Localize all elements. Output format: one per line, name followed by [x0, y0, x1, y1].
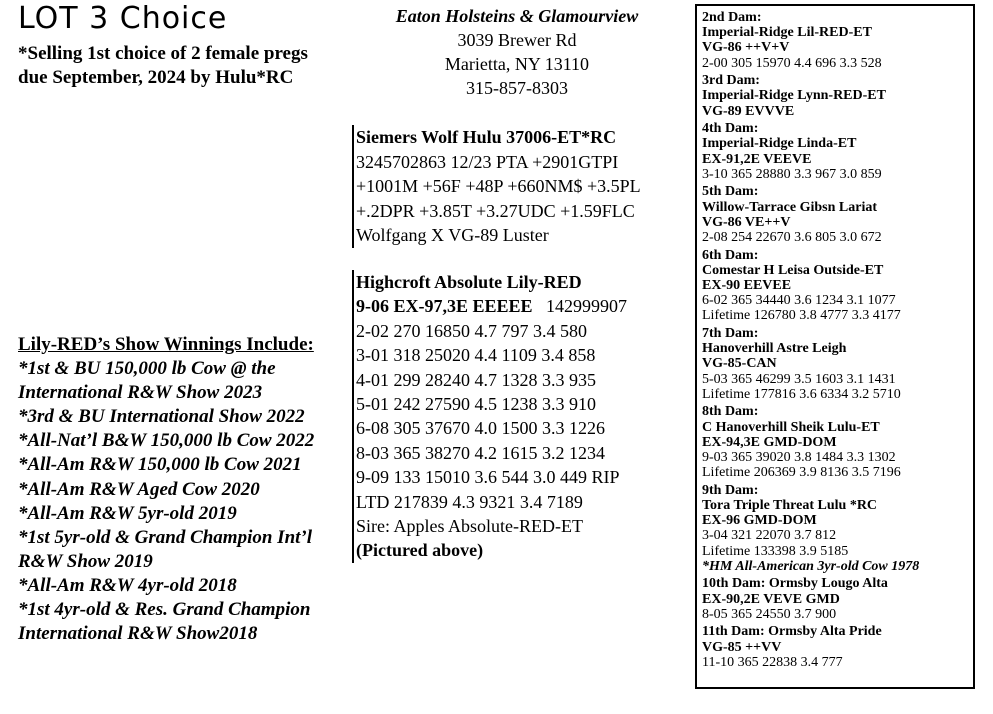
- dam-record: 4-01 299 28240 4.7 1328 3.3 935: [356, 369, 596, 390]
- selling-line: *Selling 1st choice of 2 female pregs: [18, 43, 308, 64]
- pictured-note: (Pictured above): [356, 540, 484, 561]
- dam-generation-label: 2nd Dam:: [702, 10, 762, 25]
- dam-sire: Sire: Apples Absolute-RED-ET: [356, 516, 583, 537]
- dam-registration: 142999907: [546, 296, 628, 317]
- ancestor-dam-record: 9-03 365 39020 3.8 1484 3.3 1302: [702, 450, 896, 466]
- show-winnings-heading: Lily-RED’s Show Winnings Include:: [18, 334, 314, 355]
- dam-record: 6-08 305 37670 4.0 1500 3.3 1226: [356, 418, 605, 439]
- ancestor-dam-classification: EX-90,2E VEVE GMD: [702, 591, 840, 607]
- sire-info: [352, 125, 686, 248]
- selling-description: [18, 42, 308, 90]
- ancestor-dam-name: Tora Triple Threat Lulu *RC: [702, 498, 878, 514]
- dam-entry: [702, 121, 971, 182]
- dam-label-line: [702, 576, 971, 591]
- show-winning-item: *1st 5yr-old & Grand Champion Int’l: [18, 526, 313, 548]
- dam-entry: [702, 326, 971, 402]
- dam-entry: [702, 73, 971, 119]
- dam-generation-label: 3rd Dam:: [702, 73, 760, 89]
- ancestor-dam-name: Imperial-Ridge Lynn-RED-ET: [702, 88, 886, 104]
- ancestor-dam-classification: EX-94,3E GMD-DOM: [702, 434, 837, 450]
- sire-name: Siemers Wolf Hulu 37006-ET*RC: [356, 127, 617, 147]
- ancestor-dam-record: 3-04 321 22070 3.7 812: [702, 528, 837, 544]
- dam-record: 2-02 270 16850 4.7 797 3.4 580: [356, 320, 587, 341]
- dam-info: [352, 270, 692, 563]
- show-winning-item: International R&W Show2018: [18, 623, 258, 645]
- ancestor-dam-record: 11-10 365 22838 3.4 777: [702, 654, 843, 670]
- dam-generation-label: 11th Dam:: [702, 624, 765, 640]
- dam-label-line: [702, 624, 971, 639]
- show-winning-item: *1st & BU 150,000 lb Cow @ the: [18, 358, 276, 380]
- ancestor-dam-classification: VG-85 ++VV: [702, 639, 782, 655]
- dam-generation-label: 8th Dam:: [702, 404, 759, 420]
- dam-record: 9-09 133 15010 3.6 544 3.0 449 RIP: [356, 467, 620, 488]
- show-winning-item: R&W Show 2019: [18, 550, 153, 572]
- ancestor-dam-classification: EX-96 GMD-DOM: [702, 513, 817, 529]
- farm-contact: [352, 4, 682, 100]
- ancestor-dam-name: Hanoverhill Astre Leigh: [702, 341, 847, 357]
- ancestor-dam-record: 6-02 365 34440 3.6 1234 3.1 1077: [702, 293, 896, 309]
- sire-line: Wolfgang X VG-89 Luster: [356, 225, 549, 245]
- ancestor-dam-record: Lifetime 206369 3.9 8136 3.5 7196: [702, 465, 901, 481]
- selling-line: due September, 2024 by Hulu*RC: [18, 67, 294, 88]
- show-winnings: [18, 333, 343, 646]
- ancestor-dam-name: Ormsby Lougo Alta: [768, 576, 888, 592]
- dam-entry: [702, 10, 971, 71]
- dam-record: 8-03 365 38270 4.2 1615 3.2 1234: [356, 442, 605, 463]
- dam-generation-label: 9th Dam:: [702, 482, 759, 498]
- dam-record: 3-01 318 25020 4.4 1109 3.4 858: [356, 345, 596, 366]
- ancestor-dam-classification: VG-85-CAN: [702, 356, 777, 372]
- lot-title: LOT 3 Choice: [18, 1, 228, 36]
- sire-line: 3245702863 12/23 PTA +2901GTPI: [356, 151, 619, 172]
- dam-entry: [702, 624, 971, 670]
- ancestor-dam-classification: VG-89 EVVVE: [702, 103, 795, 119]
- show-winning-item: *3rd & BU International Show 2022: [18, 406, 305, 428]
- ancestor-dam-record: 8-05 365 24550 3.7 900: [702, 606, 837, 622]
- ancestor-dam-classification: VG-86 ++V+V: [702, 40, 790, 56]
- ancestor-dam-name: Ormsby Alta Pride: [768, 624, 882, 640]
- dam-classification-line: [356, 294, 692, 318]
- dam-generation-label: 7th Dam:: [702, 326, 759, 342]
- ancestor-dam-name: Willow-Tarrace Gibsn Lariat: [702, 199, 877, 215]
- ancestor-dam-name: Comestar H Leisa Outside-ET: [702, 262, 884, 278]
- show-winning-item: *All-Am R&W 4yr-old 2018: [18, 574, 237, 596]
- dam-generation-label: 6th Dam:: [702, 247, 759, 263]
- ancestor-dam-name: C Hanoverhill Sheik Lulu-ET: [702, 419, 880, 435]
- dam-entry: [702, 483, 971, 574]
- dam-entry: [702, 184, 971, 245]
- ancestor-dam-record: Lifetime 177816 3.6 6334 3.2 5710: [702, 386, 901, 402]
- farm-name: Eaton Holsteins & Glamourview: [395, 6, 639, 26]
- ancestor-dam-note: *HM All-American 3yr-old Cow 1978: [702, 558, 920, 574]
- ancestor-dam-record: Lifetime 126780 3.8 4777 3.3 4177: [702, 308, 901, 324]
- dam-generation-label: 5th Dam:: [702, 184, 759, 200]
- ancestor-dam-record: 2-08 254 22670 3.6 805 3.0 672: [702, 230, 882, 246]
- show-winning-item: International R&W Show 2023: [18, 382, 263, 404]
- farm-street: 3039 Brewer Rd: [457, 30, 577, 50]
- ancestor-dam-record: 3-10 365 28880 3.3 967 3.0 859: [702, 166, 882, 182]
- show-winning-item: *All-Am R&W 5yr-old 2019: [18, 502, 237, 524]
- ancestor-dam-classification: EX-90 EEVEE: [702, 278, 792, 294]
- dam-entry: [702, 404, 971, 480]
- farm-city: Marietta, NY 13110: [444, 54, 590, 74]
- dam-entry: [702, 248, 971, 324]
- dam-generation-label: 4th Dam:: [702, 121, 759, 137]
- show-winning-item: *All-Am R&W 150,000 lb Cow 2021: [18, 454, 302, 476]
- ancestor-dam-record: 5-03 365 46299 3.5 1603 3.1 1431: [702, 371, 896, 387]
- dam-pedigree-box: [695, 4, 975, 689]
- ancestor-dam-classification: VG-86 VE++V: [702, 214, 791, 230]
- ancestor-dam-record: 2-00 305 15970 4.4 696 3.3 528: [702, 55, 882, 71]
- ancestor-dam-name: Imperial-Ridge Lil-RED-ET: [702, 25, 872, 41]
- sire-line: +.2DPR +3.85T +3.27UDC +1.59FLC: [356, 200, 635, 221]
- dam-record: 5-01 242 27590 4.5 1238 3.3 910: [356, 394, 596, 415]
- dam-classification: 9-06 EX-97,3E EEEEE: [356, 296, 533, 317]
- dam-generation-label: 10th Dam:: [702, 576, 766, 592]
- ancestor-dam-name: Imperial-Ridge Linda-ET: [702, 136, 857, 152]
- sire-line: +1001M +56F +48P +660NM$ +3.5PL: [356, 176, 641, 196]
- dam-entry: [702, 576, 971, 622]
- show-winning-item: *All-Am R&W Aged Cow 2020: [18, 478, 260, 500]
- show-winning-item: *1st 4yr-old & Res. Grand Champion: [18, 599, 311, 621]
- dam-record: LTD 217839 4.3 9321 3.4 7189: [356, 491, 583, 512]
- dam-name: Highcroft Absolute Lily-RED: [356, 272, 582, 292]
- ancestor-dam-record: Lifetime 133398 3.9 5185: [702, 543, 849, 559]
- show-winning-item: *All-Nat’l B&W 150,000 lb Cow 2022: [18, 430, 315, 452]
- ancestor-dam-classification: EX-91,2E VEEVE: [702, 151, 812, 167]
- farm-phone: 315-857-8303: [466, 78, 568, 98]
